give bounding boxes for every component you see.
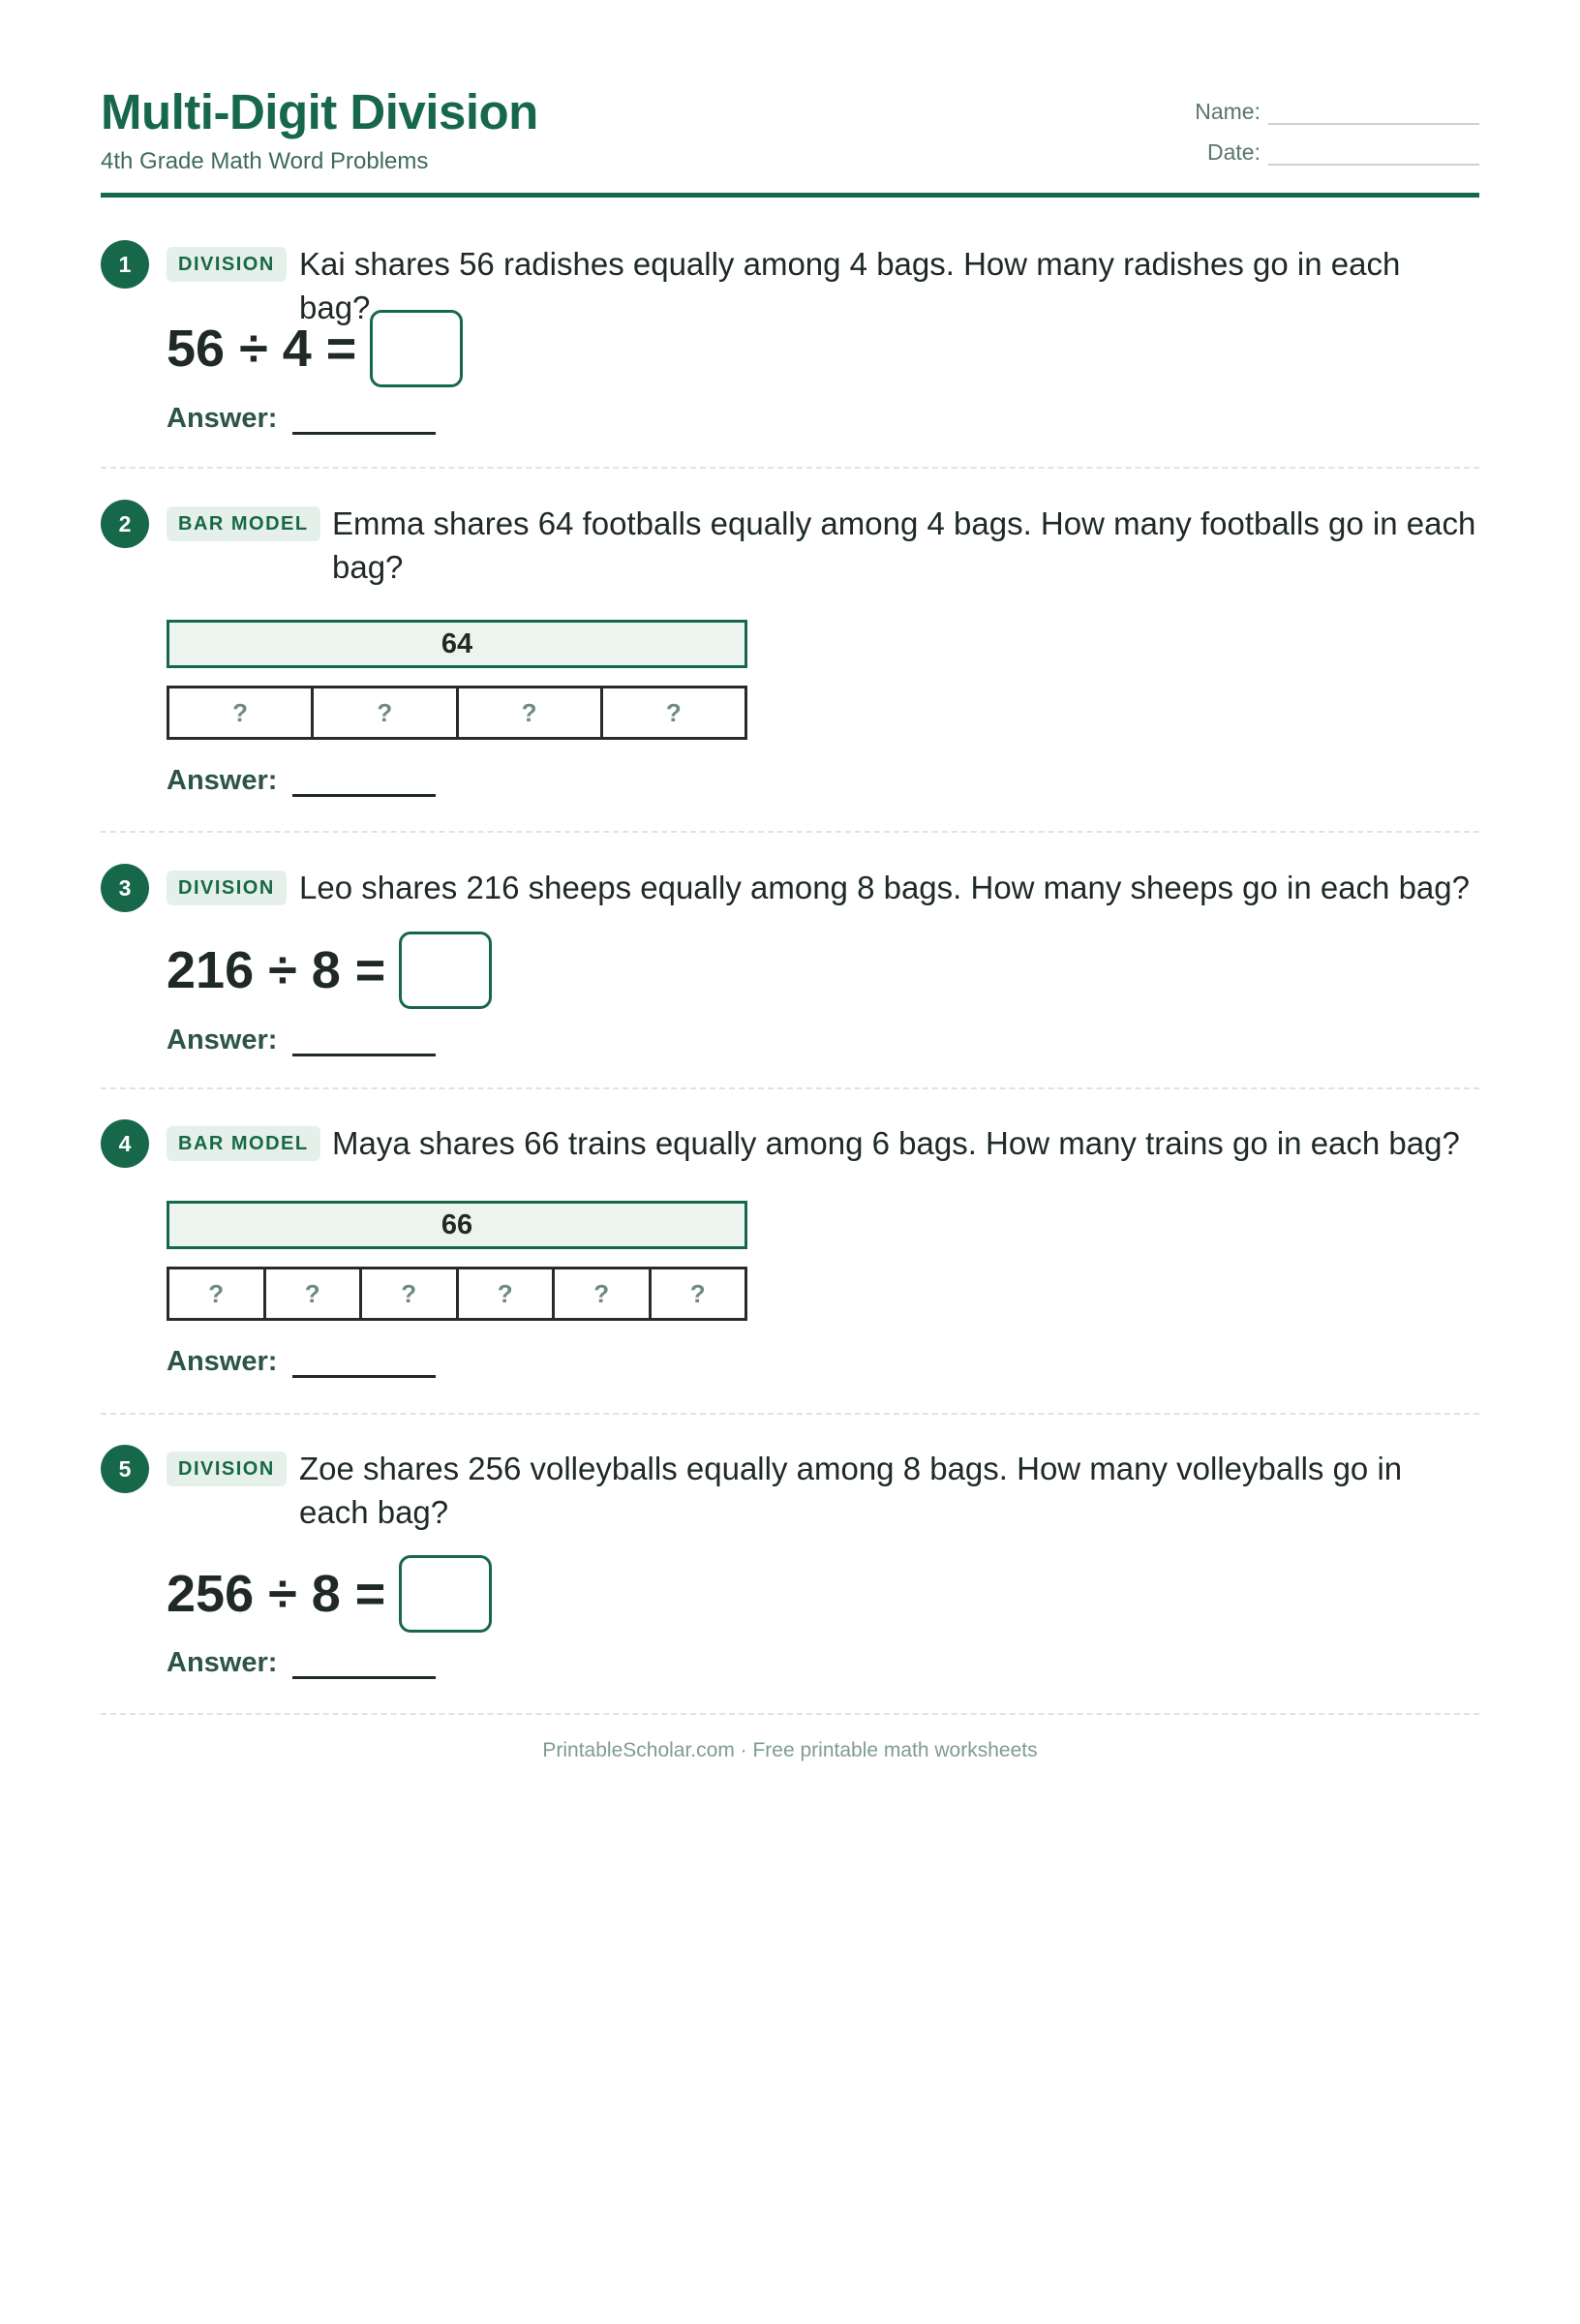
answer-row — [167, 403, 436, 435]
date-line[interactable] — [1268, 142, 1479, 166]
name-line[interactable] — [1268, 102, 1479, 125]
problem-type-badge: DIVISION — [167, 247, 287, 282]
date-label: Date: — [1207, 139, 1261, 165]
answer-row — [167, 1346, 436, 1378]
answer-box[interactable] — [399, 932, 492, 1009]
bar-part: ? — [362, 1269, 459, 1318]
problem-number: 5 — [101, 1445, 149, 1493]
answer-label: Answer: — [167, 765, 278, 796]
answer-row — [167, 765, 436, 797]
bar-parts — [167, 1267, 747, 1321]
bar-total: 66 — [167, 1201, 747, 1249]
answer-line[interactable] — [292, 407, 436, 435]
equation — [167, 932, 492, 1009]
answer-label: Answer: — [167, 1024, 278, 1055]
equation-text: 56 ÷ 4 = — [167, 320, 357, 378]
answer-box[interactable] — [399, 1555, 492, 1633]
problem-question: Leo shares 216 sheeps equally among 8 bags. How many sheeps go in each bag? — [299, 870, 1470, 905]
equation-text: 256 ÷ 8 = — [167, 1565, 386, 1623]
problem-type-badge: DIVISION — [167, 1452, 287, 1486]
worksheet-title: Multi-Digit Division — [101, 84, 538, 139]
page-footer: PrintableScholar.com · Free printable math worksheets — [542, 1739, 1038, 1761]
equation-text: 216 ÷ 8 = — [167, 941, 386, 999]
worksheet-page — [101, 0, 1479, 1715]
problem-number: 1 — [101, 240, 149, 289]
problem-2 — [101, 469, 1479, 833]
answer-row — [167, 1024, 436, 1056]
problem-question: Maya shares 66 trains equally among 6 bags. How many trains go in each bag? — [332, 1125, 1460, 1161]
bar-total: 64 — [167, 620, 747, 668]
bar-part: ? — [314, 688, 458, 737]
problem-question: Zoe shares 256 volleyballs equally among 8 bags. How many volleyballs go in each bag? — [299, 1451, 1403, 1530]
bar-part: ? — [665, 697, 682, 727]
bar-model — [167, 620, 747, 740]
problem-question: Emma shares 64 footballs equally among 4 bags. How many footballs go in each bag? — [332, 505, 1476, 585]
name-label: Name: — [1195, 99, 1261, 124]
answer-label: Answer: — [167, 403, 278, 434]
problem-3 — [101, 833, 1479, 1089]
problem-5 — [101, 1415, 1479, 1715]
bar-parts — [167, 686, 747, 740]
problem-number: 3 — [101, 864, 149, 912]
problem-type-badge: BAR MODEL — [167, 1126, 320, 1161]
answer-line[interactable] — [292, 1651, 436, 1679]
problem-number: 4 — [101, 1119, 149, 1168]
problem-question: Kai shares 56 radishes equally among 4 bags. How many radishes go in each bag? — [299, 246, 1401, 325]
bar-part: ? — [459, 688, 603, 737]
problem-type-badge: DIVISION — [167, 871, 287, 905]
problem-4 — [101, 1089, 1479, 1415]
worksheet-header — [101, 0, 1479, 199]
bar-model — [167, 1201, 747, 1321]
worksheet-subtitle: 4th Grade Math Word Problems — [101, 148, 429, 174]
answer-box[interactable] — [370, 310, 463, 387]
problem-1 — [101, 199, 1479, 469]
answer-label: Answer: — [167, 1346, 278, 1377]
bar-part: ? — [169, 688, 314, 737]
problem-type-badge: BAR MODEL — [167, 506, 320, 541]
answer-line[interactable] — [292, 1028, 436, 1056]
equation — [167, 310, 463, 387]
name-field[interactable] — [1195, 99, 1479, 125]
answer-row — [167, 1647, 436, 1679]
answer-label: Answer: — [167, 1647, 278, 1678]
bar-part: ? — [555, 1269, 652, 1318]
bar-part: ? — [169, 1269, 266, 1318]
equation — [167, 1555, 492, 1633]
bar-part: ? — [689, 1278, 706, 1308]
bar-part: ? — [266, 1269, 363, 1318]
answer-line[interactable] — [292, 1350, 436, 1378]
header-divider — [101, 193, 1479, 198]
bar-part: ? — [459, 1269, 556, 1318]
answer-line[interactable] — [292, 769, 436, 797]
problem-number: 2 — [101, 500, 149, 548]
date-field[interactable] — [1207, 139, 1479, 166]
